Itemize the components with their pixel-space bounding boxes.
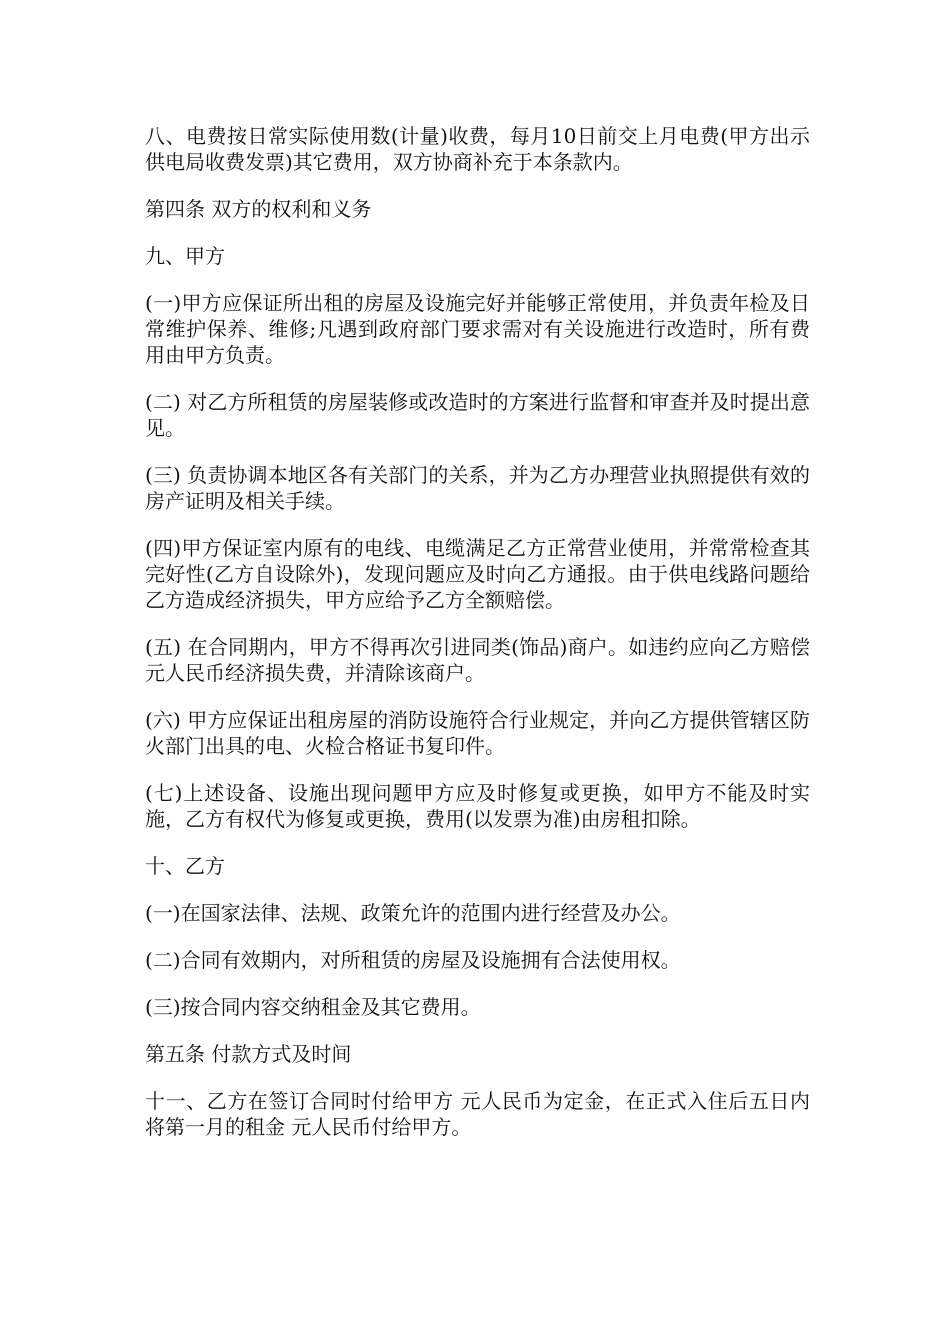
paragraph-a-3: (三) 负责协调本地区各有关部门的关系，并为乙方办理营业执照提供有效的房产证明及相关手续。 [145,463,810,513]
heading-article-5: 第五条 付款方式及时间 [145,1042,352,1066]
heading-article-4: 第四条 双方的权利和义务 [145,197,372,221]
paragraph-a-6: (六) 甲方应保证出租房屋的消防设施符合行业规定，并向乙方提供管辖区防火部门出具的电、火检合格证书复印件。 [145,708,810,758]
paragraph-electricity-fee: 八、电费按日常实际使用数(计量)收费，每月10日前交上月电费(甲方出示供电局收费发票)其它费用，双方协商补充于本条款内。 [145,124,810,174]
paragraph-payment: 十一、乙方在签订合同时付给甲方 元人民币为定金，在正式入住后五日内将第一月的租金 元人民币付给甲方。 [145,1089,810,1139]
paragraph-a-1: (一)甲方应保证所出租的房屋及设施完好并能够正常使用，并负责年检及日常维护保养、维修;凡遇到政府部门要求需对有关设施进行改造时，所有费用由甲方负责。 [145,291,810,367]
paragraph-a-7: (七)上述设备、设施出现问题甲方应及时修复或更换，如甲方不能及时实施，乙方有权代为修复或更换，费用(以发票为准)由房租扣除。 [145,781,810,831]
document-body [145,123,810,1161]
paragraph-a-2: (二) 对乙方所租赁的房屋装修或改造时的方案进行监督和审查并及时提出意见。 [145,390,810,440]
paragraph-b-3: (三)按合同内容交纳租金及其它费用。 [145,995,481,1019]
heading-party-b: 十、乙方 [145,854,225,878]
paragraph-a-4: (四)甲方保证室内原有的电线、电缆满足乙方正常营业使用，并常常检查其完好性(乙方自设除外)，发现问题应及时向乙方通报。由于供电线路问题给乙方造成经济损失，甲方应给予乙方全额赔偿。 [145,536,810,612]
heading-party-a: 九、甲方 [145,244,225,268]
paragraph-b-2: (二)合同有效期内，对所租赁的房屋及设施拥有合法使用权。 [145,948,681,972]
paragraph-a-5: (五) 在合同期内，甲方不得再次引进同类(饰品)商户。如违约应向乙方赔偿 元人民币经济损失费，并清除该商户。 [145,635,810,685]
paragraph-b-1: (一)在国家法律、法规、政策允许的范围内进行经营及办公。 [145,901,681,925]
